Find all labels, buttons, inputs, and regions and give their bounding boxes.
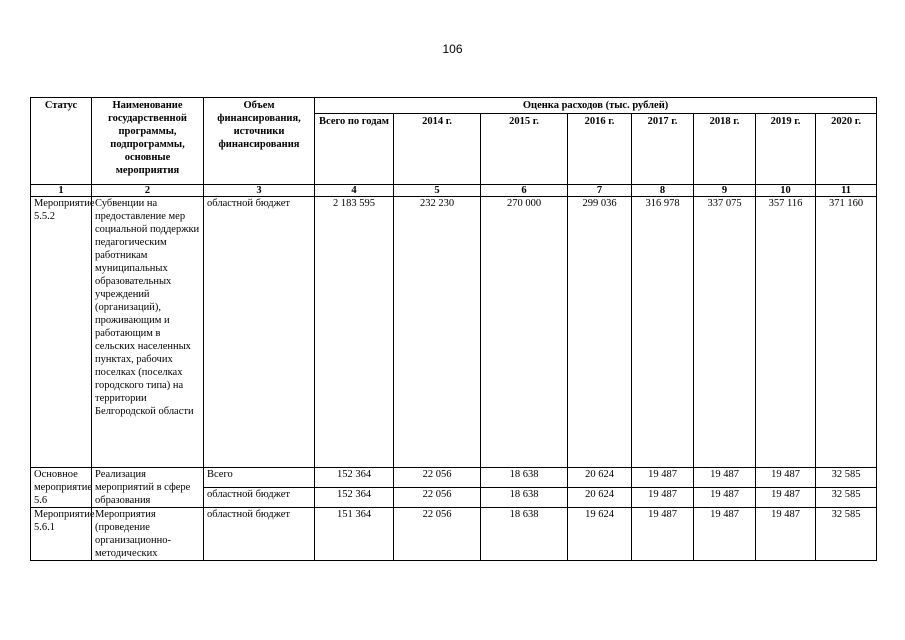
row-value: 20 624 xyxy=(568,488,632,508)
row-value: 316 978 xyxy=(632,197,694,468)
table-row xyxy=(31,197,877,468)
header-total: Всего по годам xyxy=(315,114,394,185)
row-value: 18 638 xyxy=(481,468,568,488)
row-value: 151 364 xyxy=(315,508,394,561)
budget-table xyxy=(30,97,877,561)
header-year: 2015 г. xyxy=(481,114,568,185)
header-year: 2016 г. xyxy=(568,114,632,185)
column-number: 7 xyxy=(568,185,632,197)
row-value: 299 036 xyxy=(568,197,632,468)
row-value: 19 487 xyxy=(756,468,816,488)
row-source: областной бюджет xyxy=(204,488,315,508)
column-number: 10 xyxy=(756,185,816,197)
row-value: 22 056 xyxy=(394,508,481,561)
table-row xyxy=(31,468,877,488)
row-value: 2 183 595 xyxy=(315,197,394,468)
row-value: 371 160 xyxy=(816,197,877,468)
row-value: 20 624 xyxy=(568,468,632,488)
column-number: 4 xyxy=(315,185,394,197)
row-value: 32 585 xyxy=(816,488,877,508)
row-value: 19 487 xyxy=(694,488,756,508)
row-value: 18 638 xyxy=(481,508,568,561)
column-number: 8 xyxy=(632,185,694,197)
row-value: 337 075 xyxy=(694,197,756,468)
row-value: 18 638 xyxy=(481,488,568,508)
column-number: 11 xyxy=(816,185,877,197)
column-number-row xyxy=(31,185,877,197)
row-value: 19 487 xyxy=(756,508,816,561)
row-value: 19 487 xyxy=(694,468,756,488)
row-name: Реализация мероприятий в сфере образования xyxy=(92,468,204,508)
column-number: 5 xyxy=(394,185,481,197)
row-value: 19 487 xyxy=(756,488,816,508)
row-name: Субвенции на предоставление мер социальной поддержки педагогическим работникам муниципальных образовательных учреждений (организаций), проживающим и работающим в сельских населенных пунктах, рабочих поселках (поселках городского типа) на территории Белгородской области xyxy=(92,197,204,468)
row-value: 19 487 xyxy=(632,488,694,508)
row-source: Всего xyxy=(204,468,315,488)
row-value: 19 487 xyxy=(632,508,694,561)
column-number: 9 xyxy=(694,185,756,197)
row-source: областной бюджет xyxy=(204,197,315,468)
header-year: 2017 г. xyxy=(632,114,694,185)
row-name: Мероприятия (проведение организационно-методических xyxy=(92,508,204,561)
column-number: 3 xyxy=(204,185,315,197)
row-value: 19 487 xyxy=(694,508,756,561)
row-value: 19 624 xyxy=(568,508,632,561)
row-value: 232 230 xyxy=(394,197,481,468)
row-status: Мероприятие 5.5.2 xyxy=(31,197,92,468)
row-value: 152 364 xyxy=(315,488,394,508)
row-value: 19 487 xyxy=(632,468,694,488)
header-estimate: Оценка расходов (тыс. рублей) xyxy=(315,98,877,114)
header-year: 2014 г. xyxy=(394,114,481,185)
row-value: 270 000 xyxy=(481,197,568,468)
column-number: 2 xyxy=(92,185,204,197)
header-status: Статус xyxy=(31,98,92,185)
column-number: 6 xyxy=(481,185,568,197)
row-value: 32 585 xyxy=(816,468,877,488)
row-value: 22 056 xyxy=(394,488,481,508)
table-row xyxy=(31,508,877,561)
row-source: областной бюджет xyxy=(204,508,315,561)
header-name: Наименование государственной программы, подпрограммы, основные мероприятия xyxy=(92,98,204,185)
column-number: 1 xyxy=(31,185,92,197)
row-value: 22 056 xyxy=(394,468,481,488)
row-value: 152 364 xyxy=(315,468,394,488)
header-finance: Объем финансирования, источники финансирования xyxy=(204,98,315,185)
row-status: Мероприятие 5.6.1 xyxy=(31,508,92,561)
row-value: 357 116 xyxy=(756,197,816,468)
header-year: 2018 г. xyxy=(694,114,756,185)
row-value: 32 585 xyxy=(816,508,877,561)
header-year: 2020 г. xyxy=(816,114,877,185)
page-number: 106 xyxy=(442,42,463,56)
row-status: Основное мероприятие 5.6 xyxy=(31,468,92,508)
header-year: 2019 г. xyxy=(756,114,816,185)
